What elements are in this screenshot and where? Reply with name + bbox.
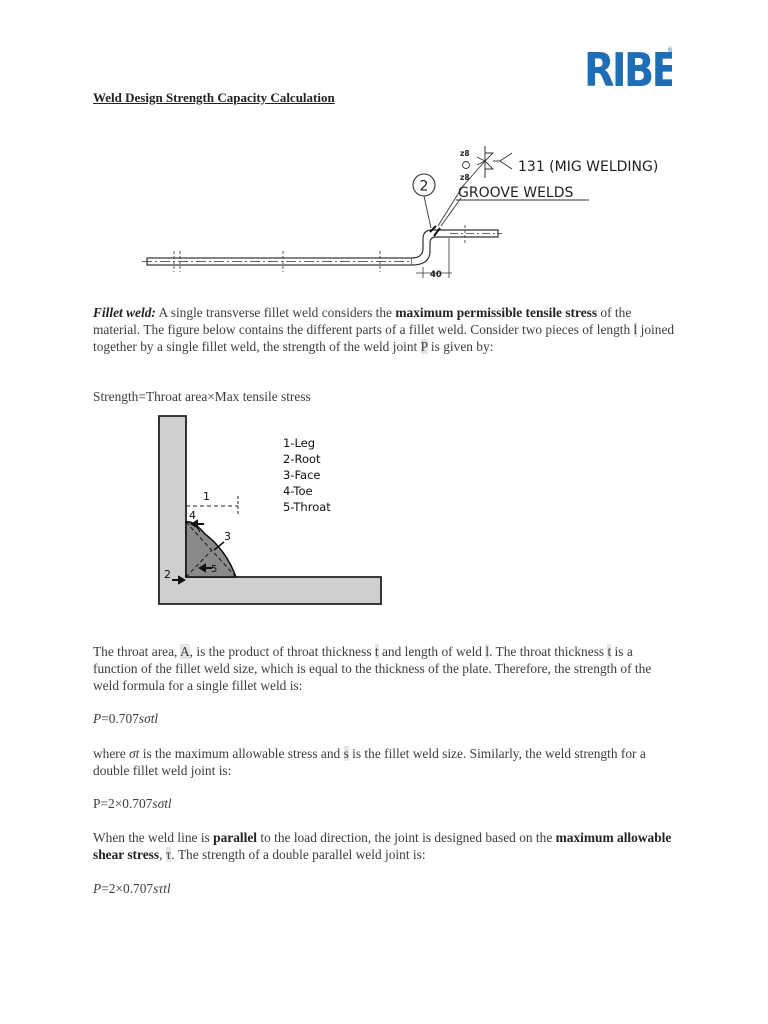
page-title: Weld Design Strength Capacity Calculation [93,90,335,105]
groove-welds-label: GROOVE WELDS [458,185,574,201]
fillet-symbol [485,153,493,169]
legend-root: 2-Root [283,452,321,466]
parts-legend [283,436,331,514]
parallel-weld-paragraph: When the weld line is parallel to the load direction, the joint is designed based on the maximum allowable shear stress, τ. The strength of a double parallel weld joint is: [93,830,672,862]
callout-number: 2 [419,178,429,195]
throat-area-paragraph: The throat area, A, is the product of throat thickness t and length of weld l. The throat thickness t is a function of the fillet weld size, which is equal to the thickness of the plate. Therefore, the strength of the weld formula for a single fillet weld is: [93,644,652,693]
bent-plate [412,230,498,265]
fillet-weld-diagram [150,410,390,610]
groove-weld-drawing [140,140,680,285]
fillet-weld-lead: Fillet weld: [93,305,156,320]
stress-paragraph: where σt is the maximum allowable stress and s is the fillet weld size. Similarly, the weld strength for a double fillet weld joint is: [93,746,646,778]
label-3: 3 [224,530,231,543]
label-1: 1 [203,490,210,503]
size-top: z8 [460,149,470,158]
logo-text: RIBE [584,44,672,90]
legend-leg: 1-Leg [283,436,316,450]
dimension-40: 40 [430,270,442,280]
legend-face: 3-Face [283,468,321,482]
legend-throat: 5-Throat [283,500,331,514]
legend-toe: 4-Toe [283,484,313,498]
label-4: 4 [189,509,196,522]
size-bottom: z8 [460,173,470,182]
label-2: 2 [164,568,171,581]
all-around-circle [463,162,470,169]
formula-double-parallel: P=2×0.707sτtl [93,881,171,896]
logo-trademark: ® [667,46,672,54]
tail-symbol [500,153,512,169]
formula-double-fillet: P=2×0.707sσtl [93,796,172,811]
formula-single-fillet: P=0.707sσtl [93,711,159,726]
process-label: 131 (MIG WELDING) [518,159,659,175]
fillet-weld-paragraph: Fillet weld: A single transverse fillet weld considers the maximum permissible tensile stress of the material. The figure below contains the different parts of a fillet weld. Consider two pieces of length l joined together by a single fillet weld, the strength of the weld joint P is given by: [93,305,675,354]
strength-formula: Strength=Throat area×Max tensile stress [93,389,311,404]
label-5: 5 [211,564,218,575]
ribe-logo [584,42,672,90]
